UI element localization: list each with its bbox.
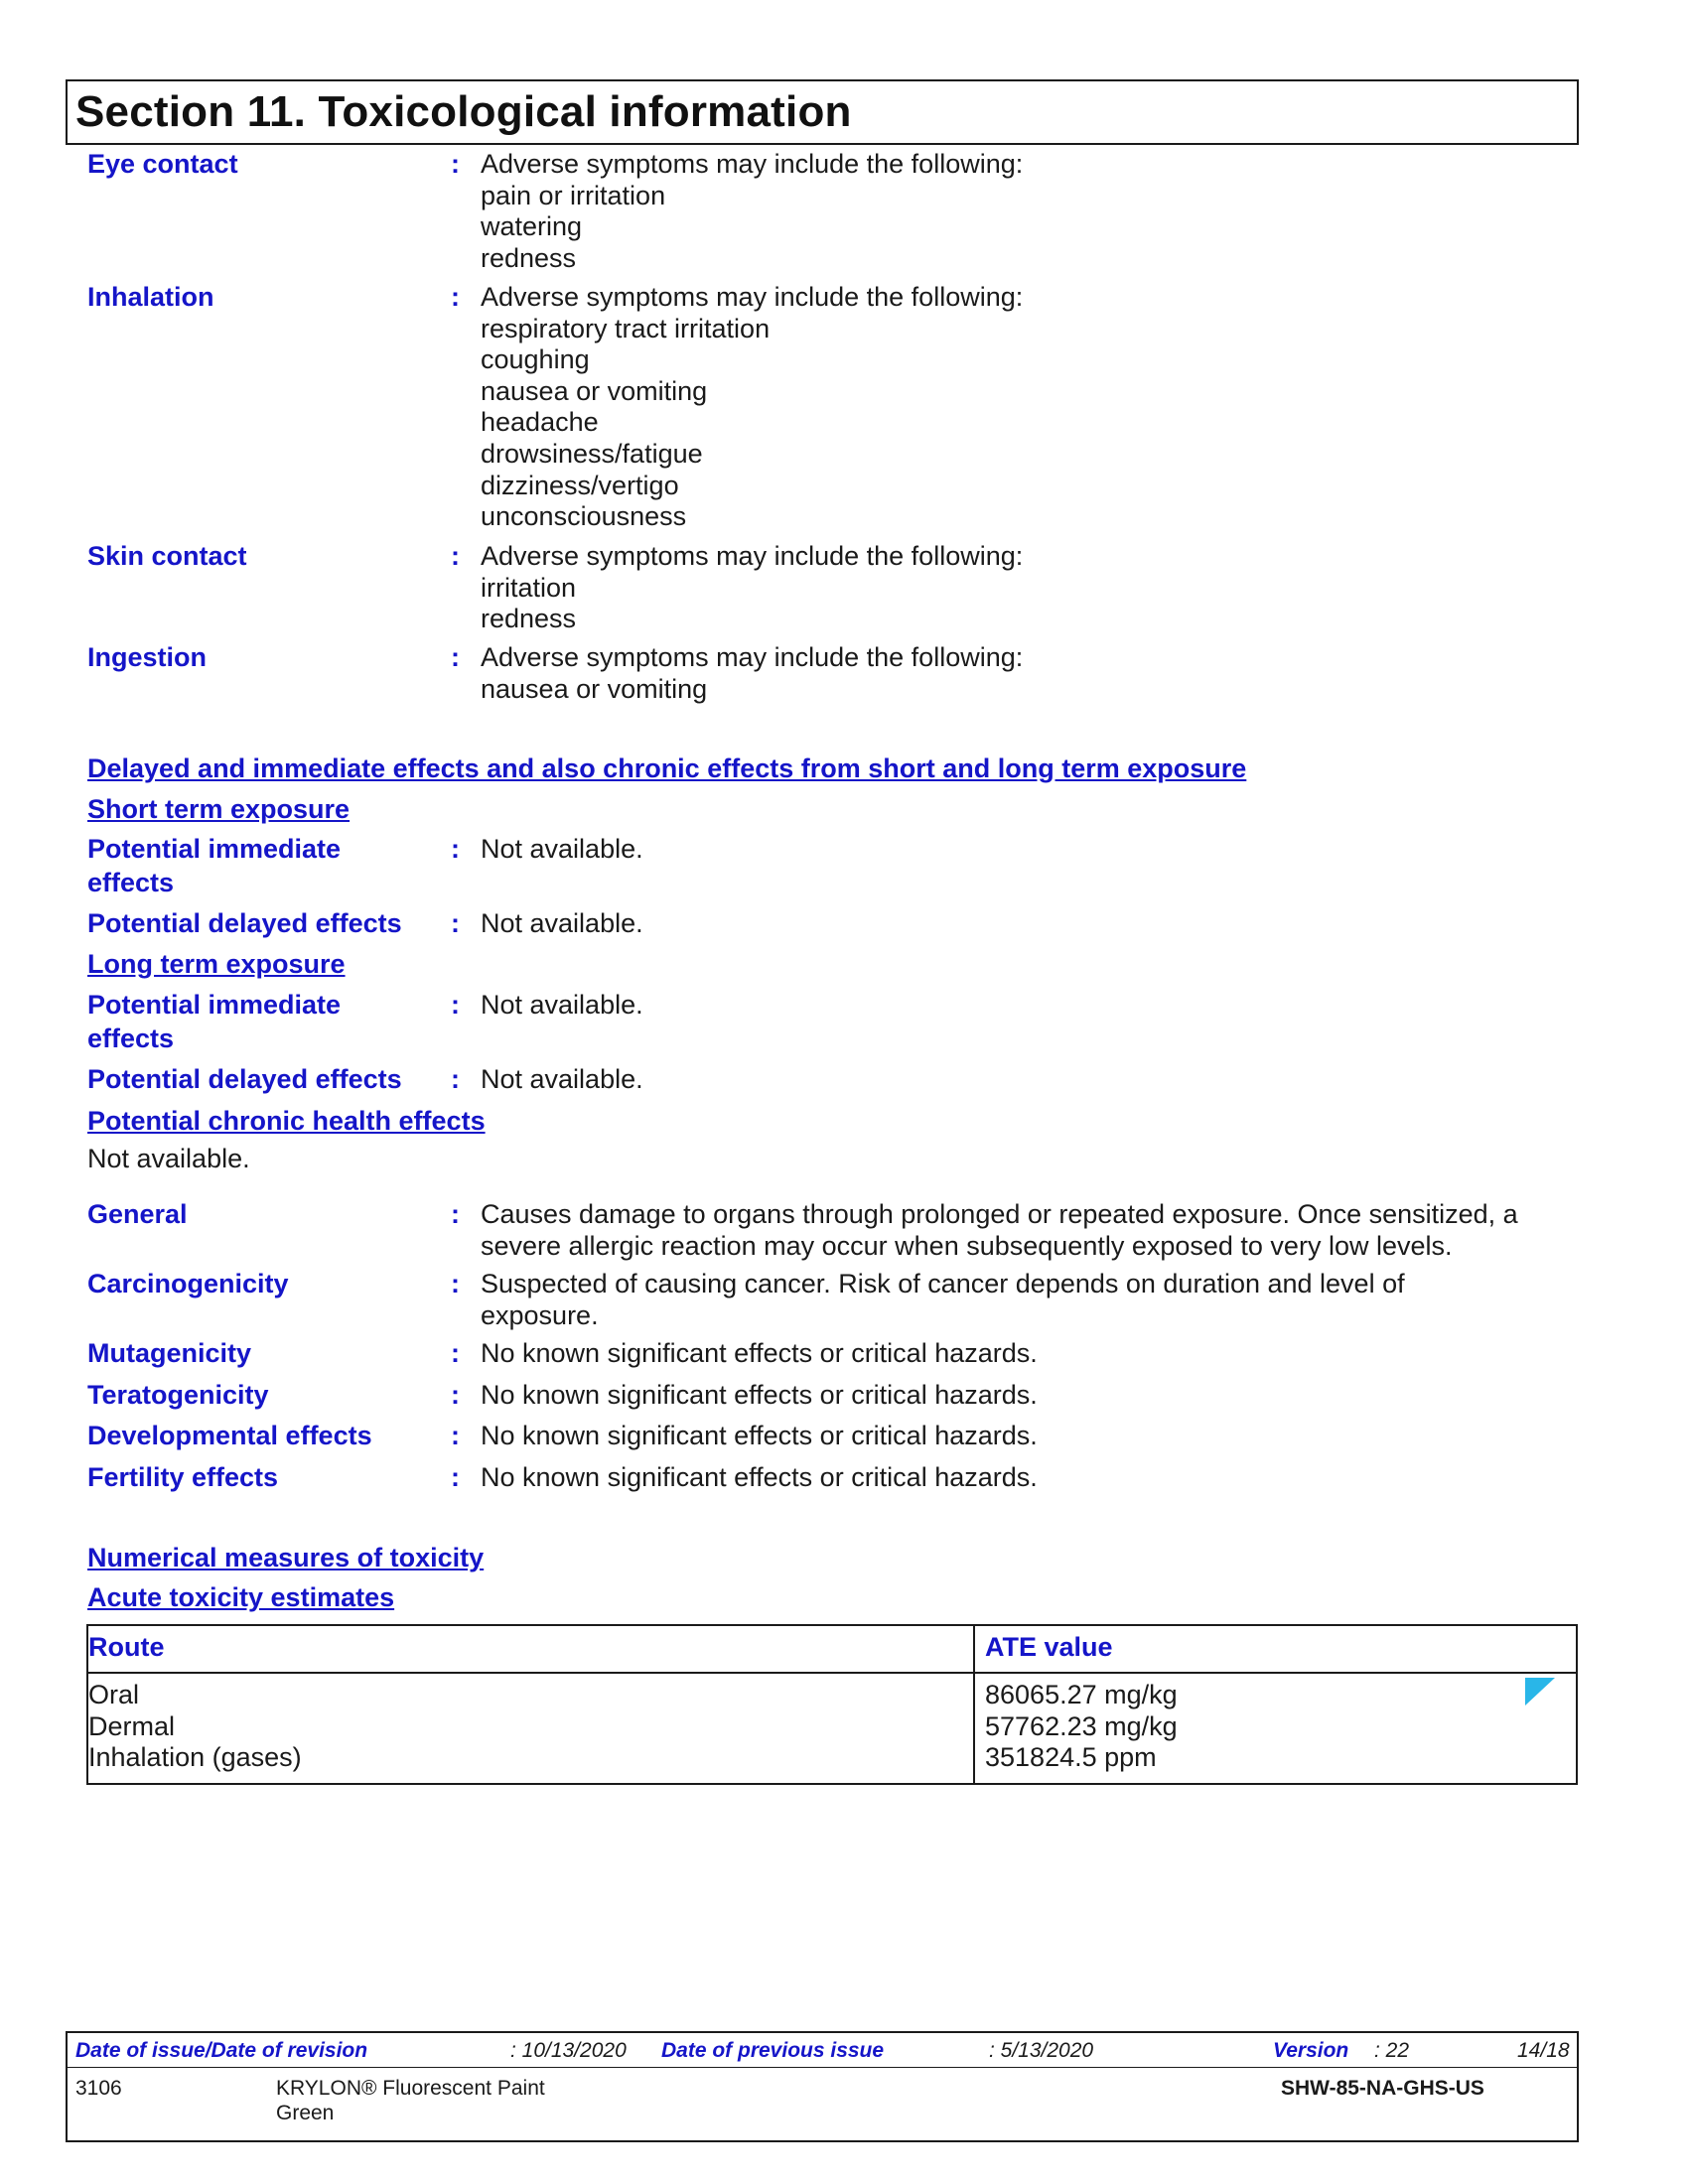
colon: : <box>451 1338 460 1368</box>
table-cell: 86065.27 mg/kg <box>985 1680 1178 1709</box>
symptom-line: headache <box>481 407 599 438</box>
version-label: Version <box>1273 2039 1349 2062</box>
colon: : <box>451 1269 460 1298</box>
document-id: SHW-85-NA-GHS-US <box>1281 2077 1484 2100</box>
fertility-label: Fertility effects <box>87 1462 279 1492</box>
mutagenicity-value: No known significant effects or critical hazards. <box>481 1338 1038 1368</box>
short-delayed-value: Not available. <box>481 908 643 938</box>
label-line: Potential immediate <box>87 990 342 1020</box>
hazard-text: Suspected of causing cancer. Risk of cancer depends on duration and level of exposure. <box>481 1269 1405 1330</box>
long-immediate-label <box>87 988 341 1055</box>
colon: : <box>451 908 460 938</box>
developmental-label: Developmental effects <box>87 1421 372 1450</box>
footer <box>66 2031 1579 2142</box>
table-header-route: Route <box>88 1632 165 1662</box>
inhalation-symptoms <box>481 282 1023 533</box>
acute-toxicity-heading: Acute toxicity estimates <box>87 1582 395 1612</box>
symptom-line: pain or irritation <box>481 180 666 210</box>
teratogenicity-label: Teratogenicity <box>87 1380 269 1410</box>
colon: : <box>451 1380 460 1410</box>
colon: : <box>451 1462 460 1492</box>
colon: : <box>451 642 460 672</box>
hazard-text: Causes damage to organs through prolonged or repeated exposure. Once sensitized, a severe allergic reaction may occur when subsequently exposed to very low levels. <box>481 1199 1518 1261</box>
ate-value-column <box>985 1680 1178 1774</box>
general-label: General <box>87 1199 188 1229</box>
symptom-line: Adverse symptoms may include the following: <box>481 541 1024 571</box>
footer-divider <box>68 2067 1577 2068</box>
carcinogenicity-value <box>481 1269 1483 1331</box>
symptom-line: Adverse symptoms may include the following: <box>481 282 1024 312</box>
short-immediate-label <box>87 832 341 899</box>
short-delayed-label: Potential delayed effects <box>87 908 402 938</box>
ate-table <box>86 1624 1578 1785</box>
table-header-ate: ATE value <box>985 1632 1113 1662</box>
long-delayed-label: Potential delayed effects <box>87 1064 402 1094</box>
ingestion-label: Ingestion <box>87 642 207 672</box>
date-label: Date of issue/Date of revision <box>75 2039 368 2062</box>
product-name-line-2: Green <box>276 2102 335 2124</box>
eye-contact-label: Eye contact <box>87 149 238 179</box>
symptom-line: unconsciousness <box>481 501 687 532</box>
symptom-line: nausea or vomiting <box>481 375 708 406</box>
product-code: 3106 <box>75 2077 122 2100</box>
table-column-divider <box>973 1626 975 1783</box>
page-number: 14/18 <box>1517 2039 1570 2062</box>
colon: : <box>451 149 460 179</box>
route-column <box>88 1680 302 1774</box>
colon: : <box>451 990 460 1020</box>
section-header <box>66 79 1579 145</box>
date-value: : 10/13/2020 <box>510 2039 627 2062</box>
previous-issue-value: : 5/13/2020 <box>989 2039 1094 2062</box>
numerical-measures-heading: Numerical measures of toxicity <box>87 1543 485 1572</box>
teratogenicity-value: No known significant effects or critical hazards. <box>481 1380 1038 1410</box>
inhalation-label: Inhalation <box>87 282 214 312</box>
version-value: : 22 <box>1374 2039 1410 2062</box>
carcinogenicity-label: Carcinogenicity <box>87 1269 289 1298</box>
fertility-value: No known significant effects or critical hazards. <box>481 1462 1038 1492</box>
short-immediate-value: Not available. <box>481 834 643 864</box>
table-cell: Oral <box>88 1680 140 1709</box>
label-line: effects <box>87 1024 175 1053</box>
previous-issue-label: Date of previous issue <box>661 2039 885 2062</box>
table-cell: Dermal <box>88 1710 176 1741</box>
corner-marker-icon <box>1525 1678 1555 1706</box>
symptom-line: respiratory tract irritation <box>481 313 771 343</box>
eye-contact-symptoms <box>481 149 1023 274</box>
colon: : <box>451 1064 460 1094</box>
label-line: Potential immediate <box>87 834 342 864</box>
symptom-line: Adverse symptoms may include the following: <box>481 149 1024 179</box>
long-delayed-value: Not available. <box>481 1064 643 1094</box>
skin-contact-label: Skin contact <box>87 541 247 571</box>
developmental-value: No known significant effects or critical hazards. <box>481 1421 1038 1450</box>
symptom-line: coughing <box>481 344 590 375</box>
mutagenicity-label: Mutagenicity <box>87 1338 252 1368</box>
symptom-line: dizziness/vertigo <box>481 470 679 500</box>
symptom-line: Adverse symptoms may include the following: <box>481 642 1024 672</box>
table-cell: 351824.5 ppm <box>985 1742 1157 1773</box>
symptom-line: watering <box>481 211 583 242</box>
effects-heading: Delayed and immediate effects and also chronic effects from short and long term exposure <box>87 753 1247 783</box>
chronic-value: Not available. <box>87 1144 250 1173</box>
short-term-heading: Short term exposure <box>87 794 351 824</box>
ingestion-symptoms <box>481 642 1023 705</box>
colon: : <box>451 1421 460 1450</box>
symptom-line: nausea or vomiting <box>481 673 708 704</box>
table-cell: Inhalation (gases) <box>88 1742 302 1773</box>
symptom-line: redness <box>481 242 577 273</box>
colon: : <box>451 1199 460 1229</box>
colon: : <box>451 834 460 864</box>
symptom-line: redness <box>481 604 577 634</box>
colon: : <box>451 541 460 571</box>
product-name-line-1: KRYLON® Fluorescent Paint <box>276 2077 545 2100</box>
table-cell: 57762.23 mg/kg <box>985 1710 1178 1741</box>
section-title: Section 11. Toxicological information <box>75 87 852 136</box>
chronic-heading: Potential chronic health effects <box>87 1106 486 1136</box>
long-term-heading: Long term exposure <box>87 949 346 979</box>
symptom-line: irritation <box>481 572 577 603</box>
symptom-line: drowsiness/fatigue <box>481 438 703 469</box>
skin-contact-symptoms <box>481 541 1023 635</box>
colon: : <box>451 282 460 312</box>
label-line: effects <box>87 868 175 897</box>
general-value <box>481 1199 1563 1262</box>
long-immediate-value: Not available. <box>481 990 643 1020</box>
table-divider <box>88 1672 1576 1674</box>
